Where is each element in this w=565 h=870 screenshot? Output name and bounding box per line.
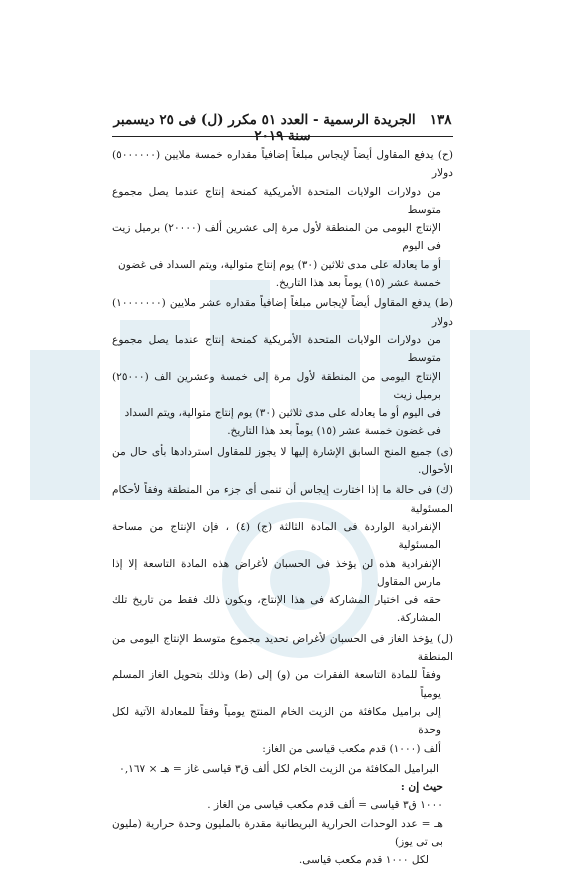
clause-line: من دولارات الولايات المتحدة الأمريكية كمنحة إنتاج عندما يصل مجموع متوسط (112, 333, 441, 365)
clause-line: ألف (١٠٠٠) قدم مكعب قياسى من الغاز: (262, 742, 441, 755)
clause-line: (ك) فى حالة ما إذا اختارت إيجاس أن تنمى أى جزء من المنطقة وفقاً لأحكام المسئولية (112, 484, 453, 515)
clause-line: الإنفرادية الواردة فى المادة الثالثة (ج) (٤) ، فإن الإنتاج من مساحة المسئولية (112, 520, 441, 552)
clause-t (112, 294, 453, 440)
definition-line: ١٠٠٠ ق٣ قياسى = ألف قدم مكعب قياسى من الغاز . (207, 799, 443, 812)
clause-k (112, 481, 453, 627)
clause-line: أو ما يعادله على مدى ثلاثين (٣٠) يوم إنتاج متوالية، ويتم السداد فى غضون (118, 258, 441, 271)
clause-y (112, 443, 453, 480)
clause-line: (ط) يدفع المقاول أيضاً لإيجاس مبلغاً إضافياً مقداره عشر ملايين (١٠٠٠٠٠٠٠) دولار (112, 297, 453, 328)
clause-line: حقه فى اختيار المشاركة فى هذا الإنتاج، ويكون ذلك فقط من تاريخ تلك المشاركة. (112, 594, 441, 625)
page-header (112, 112, 453, 144)
header-title: الجريدة الرسمية - العدد ٥١ مكرر (ل) فى ٢٥ ديسمبر سنة ٢٠١٩ (113, 112, 416, 144)
clause-line: (ح) يدفع المقاول أيضاً لإيجاس مبلغاً إضافياً مقداره خمسة ملايين (٥٠٠٠٠٠٠) دولار (112, 149, 453, 180)
document-body (112, 146, 453, 870)
clause-line: الإنتاج اليومى من المنطقة لأول مرة إلى خمسة وعشرين الف (٢٥٠٠٠) برميل زيت (112, 370, 441, 401)
clause-line: فى اليوم أو ما يعادله على مدى ثلاثين (٣٠) يوم إنتاج متوالية، ويتم السداد (124, 407, 441, 420)
where-label: حيث إن : (400, 781, 443, 794)
conversion-equation: البراميل المكافئة من الزيت الخام لكل ألف ق٣ قياسى غاز = هـ × ٠,١٦٧ (119, 762, 439, 775)
clause-line: (ل) يؤخذ الغاز فى الحسبان لأغراض تحديد مجموع متوسط الإنتاج اليومى من المنطقة (112, 632, 453, 664)
header-divider (112, 136, 453, 137)
clause-line: الإنتاج اليومى من المنطقة لأول مرة إلى عشرين ألف (٢٠٠٠٠) برميل زيت فى اليوم (112, 222, 441, 253)
clause-line: فى غضون خمسة عشر (١٥) يوماً بعد هذا التاريخ. (227, 425, 441, 438)
definition-line: لكل ١٠٠٠ قدم مكعب قياسى. (298, 854, 429, 867)
definition-line: هـ = عدد الوحدات الحرارية البريطانية مقدرة بالمليون وحدة حرارية (مليون بى تى يوز) (112, 817, 443, 848)
page-number: ١٣٨ (429, 112, 452, 128)
clause-line: إلى براميل مكافئة من الزيت الخام المنتج يومياً وفقاً للمعادلة الآتية لكل وحدة (112, 705, 441, 737)
clause-l (112, 630, 453, 758)
clause-line: وفقاً للمادة التاسعة الفقرات من (و) إلى (ط) وذلك بتحويل الغاز المسلم يومياً (112, 669, 441, 700)
clause-h (112, 146, 453, 292)
clause-line: (ى) جميع المنح السابق الإشارة إليها لا يجوز للمقاول استردادها بأى حال من الأحوال. (112, 445, 453, 477)
clause-line: الإنفرادية هذه لن يؤخذ فى الحسبان لأغراض هذه المادة التاسعة إلا إذا مارس المقاول (112, 557, 441, 588)
clause-line: من دولارات الولايات المتحدة الأمريكية كمنحة إنتاج عندما يصل مجموع متوسط (112, 185, 441, 216)
clause-line: خمسة عشر (١٥) يوماً بعد هذا التاريخ. (275, 277, 441, 290)
